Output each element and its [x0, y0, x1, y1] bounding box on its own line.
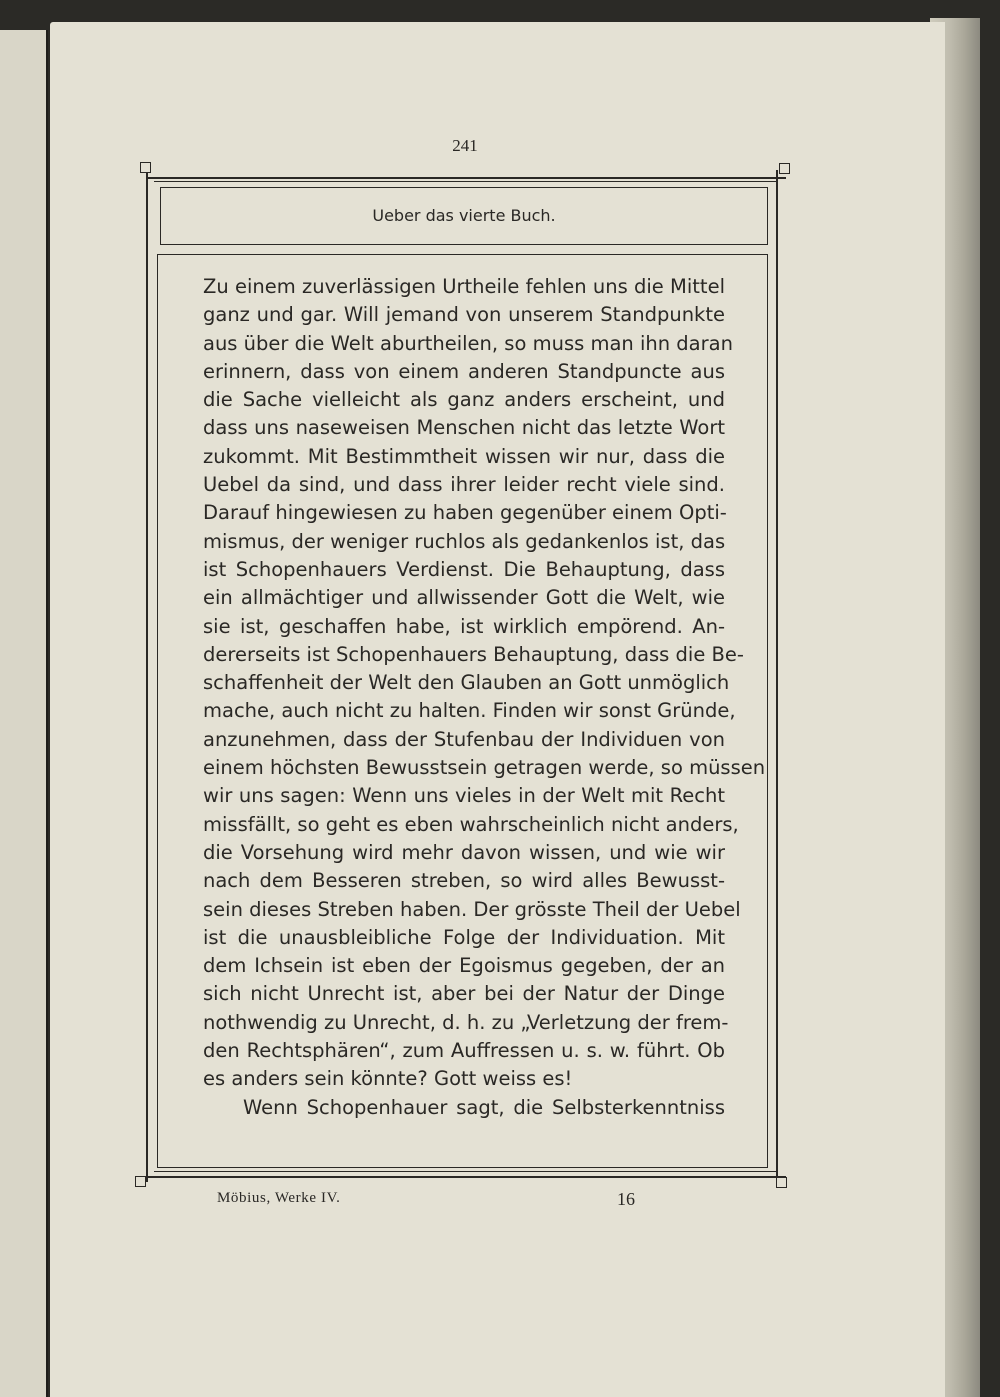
text-line: Wenn Schopenhauer sagt, die Selbsterkenntniss — [243, 1095, 725, 1119]
facing-page-edge — [0, 30, 48, 1397]
text-line: einem höchsten Bewusstsein getragen werde, so müssen — [203, 756, 766, 780]
text-line: ist die unausbleibliche Folge der Individuation. Mit — [203, 925, 725, 949]
frame-left-rule — [146, 170, 148, 1182]
text-line: sein dieses Streben haben. Der grösste Theil der Uebel — [203, 897, 741, 921]
text-line: ganz und gar. Will jemand von unserem Standpunkte — [203, 303, 725, 327]
frame-top-rule — [146, 177, 786, 179]
text-line: nothwendig zu Unrecht, d. h. zu „Verletzung der frem- — [203, 1010, 729, 1034]
frame-right-rule — [776, 170, 778, 1182]
frame-inner-top-rule — [154, 181, 778, 182]
page-number: 241 — [452, 136, 478, 155]
text-line: zukommt. Mit Bestimmtheit wissen wir nur, dass die — [203, 444, 725, 468]
corner-ornament-bottom-left — [135, 1176, 146, 1187]
text-line: mache, auch nicht zu halten. Finden wir sonst Gründe, — [203, 699, 736, 723]
frame-inner-bottom-rule — [154, 1171, 778, 1172]
signature-mark: Möbius, Werke IV. — [217, 1190, 341, 1206]
text-line: Darauf hingewiesen zu haben gegenüber einem Opti- — [203, 501, 727, 525]
text-line: erinnern, dass von einem anderen Standpuncte aus — [203, 359, 725, 383]
running-head-box — [160, 187, 768, 245]
text-line: ein allmächtiger und allwissender Gott die Welt, wie — [203, 586, 725, 610]
text-line: wir uns sagen: Wenn uns vieles in der Welt mit Recht — [203, 784, 725, 808]
text-line: schaffenheit der Welt den Glauben an Gott unmöglich — [203, 671, 730, 695]
text-line: die Vorsehung wird mehr davon wissen, und wie wir — [203, 840, 725, 864]
corner-ornament-top-left — [140, 162, 151, 173]
text-line: aus über die Welt aburtheilen, so muss man ihn daran — [203, 331, 733, 355]
corner-ornament-bottom-right — [776, 1177, 787, 1188]
text-line: nach dem Besseren streben, so wird alles Bewusst- — [203, 869, 725, 893]
text-line: anzunehmen, dass der Stufenbau der Individuen von — [203, 727, 725, 751]
corner-ornament-top-right — [779, 163, 790, 174]
text-line: missfällt, so geht es eben wahrscheinlich nicht anders, — [203, 812, 739, 836]
sheet-number: 16 — [617, 1189, 635, 1209]
frame-bottom-rule — [146, 1176, 786, 1178]
text-line: es anders sein könnte? Gott weiss es! — [203, 1067, 573, 1091]
text-line: dem Ichsein ist eben der Egoismus gegeben, der an — [203, 954, 725, 978]
text-line: dass uns naseweisen Menschen nicht das letzte Wort — [203, 416, 725, 440]
text-line: ist Schopenhauers Verdienst. Die Behauptung, dass — [203, 557, 725, 581]
text-line: sich nicht Unrecht ist, aber bei der Natur der Dinge — [203, 982, 725, 1006]
text-line: Zu einem zuverlässigen Urtheile fehlen uns die Mittel — [203, 275, 725, 298]
body-text — [203, 273, 766, 1122]
text-line: die Sache vielleicht als ganz anders erscheint, und — [203, 388, 725, 412]
running-head: Ueber das vierte Buch. — [372, 206, 556, 225]
text-line: Uebel da sind, und dass ihrer leider recht viele sind. — [203, 473, 725, 497]
text-line: den Rechtsphären“, zum Auffressen u. s. w. führt. Ob — [203, 1039, 725, 1063]
text-line: dererseits ist Schopenhauers Behauptung, dass die Be- — [203, 642, 744, 666]
text-line: mismus, der weniger ruchlos als gedankenlos ist, das — [203, 529, 726, 553]
text-line: sie ist, geschaffen habe, ist wirklich empörend. An- — [203, 614, 725, 638]
